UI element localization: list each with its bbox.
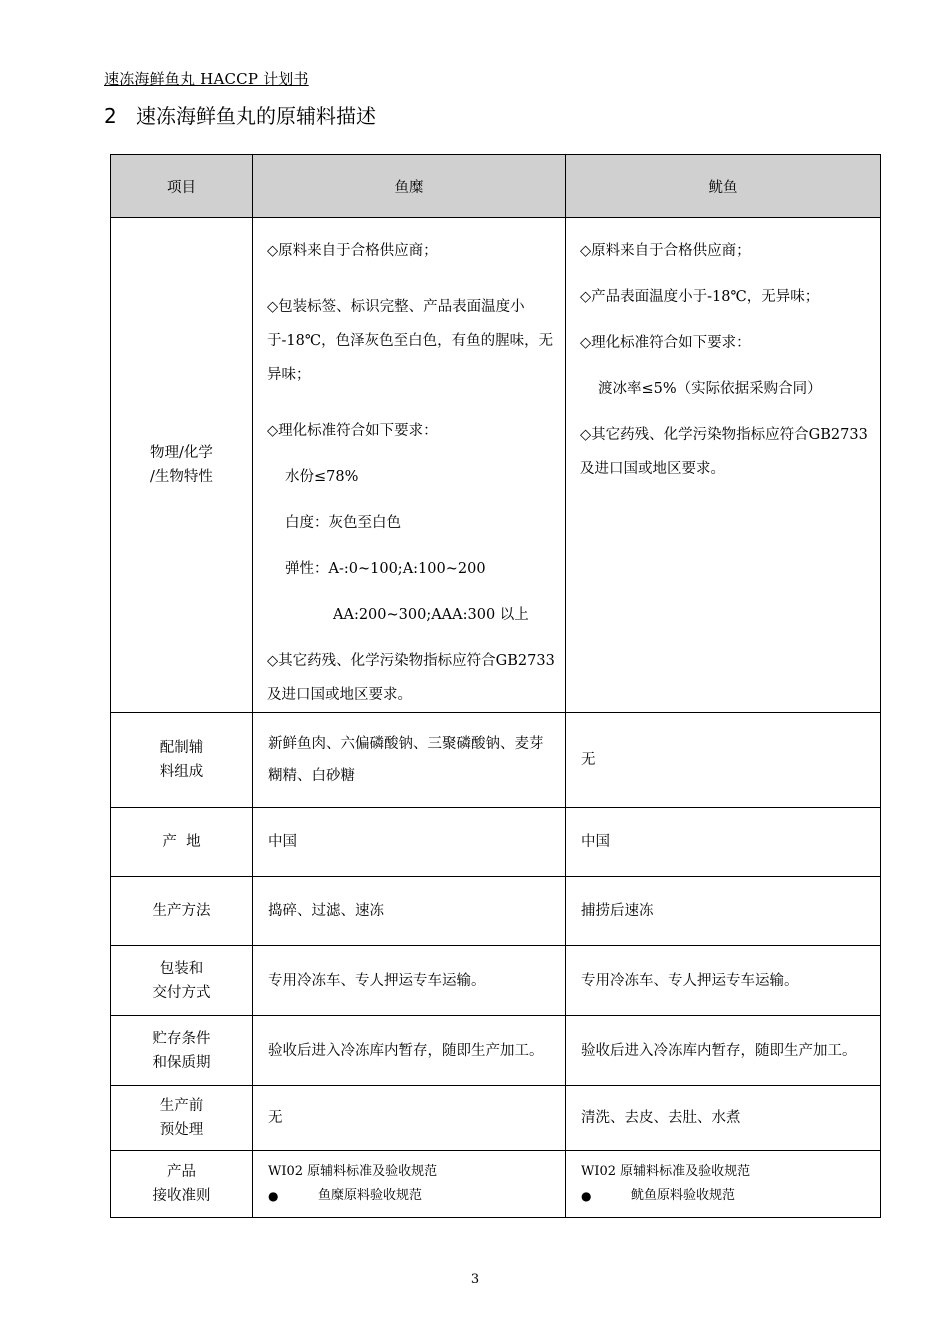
row-label-line: 物理/化学 (150, 445, 213, 461)
cell-surimi: 专用冷冻车、专人押运专车运输。 (253, 946, 566, 1016)
list-item (581, 1184, 868, 1208)
row-label-line: 产品 (167, 1164, 196, 1180)
acceptance-surimi (253, 1151, 566, 1218)
table-header-row (111, 155, 881, 218)
acceptance-item: 鱿鱼原料验收规范 (631, 1188, 736, 1203)
row-label (111, 1151, 253, 1218)
table-row (111, 713, 881, 808)
bullet-icon: ● (268, 1189, 279, 1203)
spec-line: ◇理化标准符合如下要求： (267, 423, 438, 439)
row-label (111, 218, 253, 713)
list-item (268, 1184, 553, 1208)
cell-squid: 捕捞后速冻 (566, 877, 881, 946)
acceptance-squid (566, 1151, 881, 1218)
cell-surimi: 新鲜鱼肉、六偏磷酸钠、三聚磷酸钠、麦芽糊精、白砂糖 (253, 713, 566, 808)
cell-surimi: 无 (253, 1086, 566, 1151)
cell-surimi: 验收后进入冷冻库内暂存，随即生产加工。 (253, 1016, 566, 1086)
row-label-line: 预处理 (159, 1122, 204, 1138)
raw-material-table (110, 154, 881, 1218)
spec-line: 水份≤78% (285, 469, 359, 485)
running-header: 速冻海鲜鱼丸 HACCP 计划书 (104, 70, 309, 88)
cell-squid: 清洗、去皮、去肚、水煮 (566, 1086, 881, 1151)
row-label (111, 1086, 253, 1151)
acceptance-doc: WI02 原辅料标准及验收规范 (581, 1164, 751, 1179)
acceptance-item: 鱼糜原料验收规范 (318, 1188, 423, 1203)
table-row-acceptance (111, 1151, 881, 1218)
spec-line: ◇产品表面温度小于-18℃，无异味； (580, 289, 820, 305)
physchem-surimi (253, 218, 566, 713)
spec-line: 白度：灰色至白色 (285, 515, 401, 531)
spec-line: 渡冰率≤5%（实际依据采购合同） (598, 381, 822, 397)
row-label-line: /生物特性 (150, 469, 213, 485)
section-title-text: 速冻海鲜鱼丸的原辅料描述 (136, 104, 376, 128)
spec-line: ◇其它药残、化学污染物指标应符合GB2733 及进口国或地区要求。 (267, 653, 555, 703)
row-label-line: 和保质期 (152, 1054, 211, 1071)
page-number: 3 (470, 1272, 480, 1287)
row-label: 生产方法 (111, 877, 253, 946)
header-squid: 鱿鱼 (566, 155, 881, 218)
spec-line: ◇其它药残、化学污染物指标应符合GB2733 及进口国或地区要求。 (580, 427, 868, 477)
cell-squid: 无 (566, 713, 881, 808)
cell-squid: 验收后进入冷冻库内暂存，随即生产加工。 (566, 1016, 881, 1086)
acceptance-doc: WI02 原辅料标准及验收规范 (268, 1164, 438, 1179)
row-label-line: 配制辅 (159, 740, 204, 756)
header-item: 项目 (111, 155, 253, 218)
row-label-line: 生产前 (159, 1098, 204, 1114)
row-label: 产 地 (111, 808, 253, 877)
row-label (111, 1016, 253, 1086)
spec-line: ◇原料来自于合格供应商； (267, 243, 438, 259)
physchem-squid (566, 218, 881, 713)
row-label-line: 贮存条件 (152, 1030, 211, 1047)
cell-surimi: 中国 (253, 808, 566, 877)
spec-line: ◇包装标签、标识完整、产品表面温度小于-18℃，色泽灰色至白色，有鱼的腥味，无异味； (267, 299, 554, 383)
row-label-line: 料组成 (159, 764, 204, 780)
row-label-line: 交付方式 (152, 984, 211, 1001)
row-label (111, 713, 253, 808)
header-surimi: 鱼糜 (253, 155, 566, 218)
table-row-physchem (111, 218, 881, 713)
section-number: 2 (104, 104, 117, 128)
cell-squid: 中国 (566, 808, 881, 877)
table-row (111, 1016, 881, 1086)
bullet-icon: ● (581, 1189, 592, 1203)
spec-line: 弹性：A-:0~100;A:100~200 (285, 561, 486, 577)
spec-line: AA:200~300;AAA:300 以上 (333, 607, 529, 623)
spec-line: ◇原料来自于合格供应商； (580, 243, 751, 259)
cell-squid: 专用冷冻车、专人押运专车运输。 (566, 946, 881, 1016)
row-label-line: 接收准则 (152, 1188, 211, 1204)
table-row (111, 808, 881, 877)
table-row (111, 1086, 881, 1151)
section-title (104, 100, 376, 129)
row-label (111, 946, 253, 1016)
table-row (111, 946, 881, 1016)
cell-surimi: 捣碎、过滤、速冻 (253, 877, 566, 946)
row-label-line: 包装和 (159, 960, 204, 977)
table-row (111, 877, 881, 946)
spec-line: ◇理化标准符合如下要求： (580, 335, 751, 351)
